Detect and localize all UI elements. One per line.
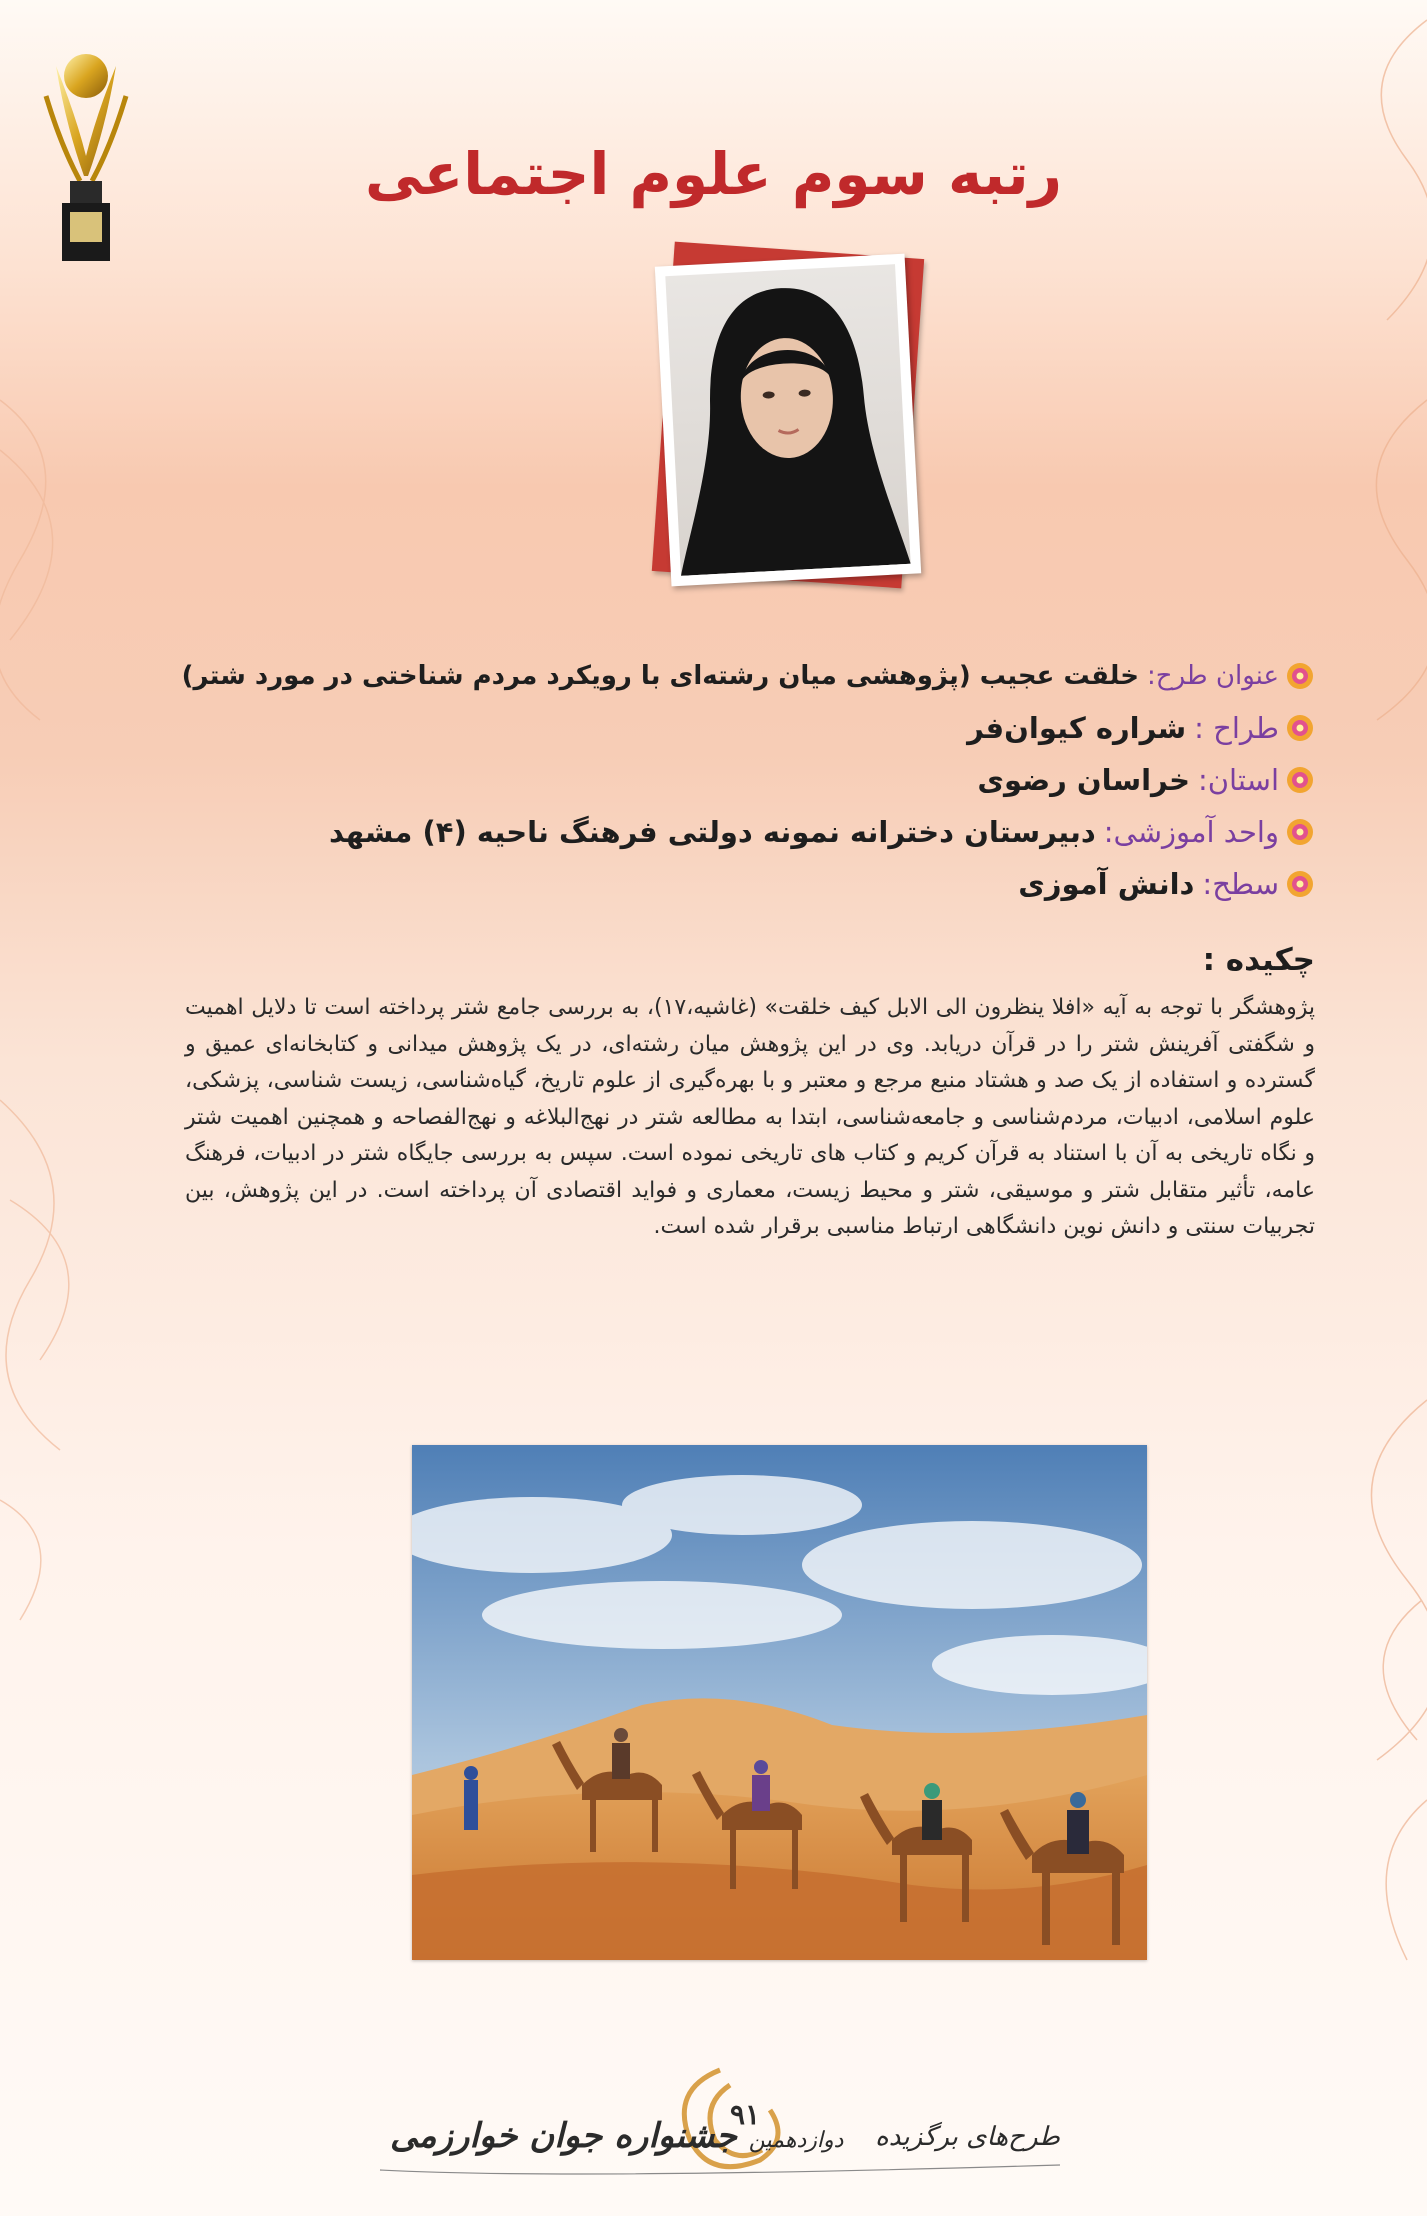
info-value: شراره کیوان‌فر [967, 711, 1187, 745]
info-value: دبیرستان دخترانه نمونه دولتی فرهنگ ناحیه (۴) مشهد [329, 815, 1096, 849]
left-ornament [0, 200, 120, 1700]
portrait-illustration [665, 264, 910, 576]
festival-name: جشنواره جوان خوارزمی [390, 2116, 737, 2156]
info-label: عنوان طرح: [1147, 661, 1279, 691]
page-title: رتبه سوم علوم اجتماعی [365, 140, 1062, 208]
info-designer [115, 702, 1315, 754]
right-ornament [1307, 0, 1427, 2000]
info-value: دانش آموزی [1018, 867, 1195, 901]
camel-caravan-photo [412, 1445, 1147, 1960]
photo-frame [655, 254, 921, 587]
footer-festival [390, 2116, 843, 2156]
info-value: خراسان رضوی [977, 763, 1190, 797]
page-footer [370, 2060, 1070, 2200]
info-label: سطح: [1202, 867, 1279, 901]
page-number: ۹۱ [730, 2098, 761, 2131]
flower-bullet-icon [1285, 869, 1315, 899]
portrait-image [665, 264, 910, 576]
camel-caravan-illustration [412, 1445, 1147, 1960]
info-label: طراح : [1194, 711, 1279, 745]
info-level [115, 858, 1315, 910]
info-project-title [115, 650, 1315, 702]
project-info [115, 650, 1315, 910]
info-label: واحد آموزشی: [1103, 815, 1279, 849]
portrait-photo [645, 250, 935, 590]
flower-bullet-icon [1285, 713, 1315, 743]
info-value: خلقت عجیب (پژوهشی میان رشته‌ای با رویکرد مردم شناختی در مورد شتر) [181, 661, 1140, 691]
info-school [115, 806, 1315, 858]
abstract-text: پژوهشگر با توجه به آیه «افلا ینظرون الی الابل کیف خلقت» (غاشیه،۱۷)، به بررسی جامع شتر پرداخته است تا دلایل اهمیت و شگفتی آفرینش شتر را در قرآن دریابد. وی در این پژوهش میان رشته‌ای، در یک پژوهش میدانی و کتابخانه‌ای عمیق و گسترده و استفاده از یک صد و هشتاد منبع مرجع و معتبر و با بهره‌گیری از علوم تاریخ، گیاه‌شناسی، زیست شناسی، پزشکی، علوم اسلامی، ادبیات، مردم‌شناسی و جامعه‌شناسی، ابتدا به مطالعه شتر در نهج‌البلاغه و نهج‌الفصاحه و همچنین اهمیت شتر و نگاه تاریخی به آن با استناد به قرآن کریم و کتاب های تاریخی نموده است. سپس به بررسی جایگاه شتر در ادبیات، فرهنگ عامه، تأثیر متقابل شتر و موسیقی، شتر و محیط زیست، معماری و فواید اقتصادی آن پرداخته است. در این پژوهش، بین تجربیات سنتی و دانش نوین دانشگاهی ارتباط مناسبی برقرار شده است. [185, 995, 1316, 1239]
footer-series-label: طرح‌های برگزیده [875, 2122, 1060, 2152]
flower-bullet-icon [1285, 661, 1315, 691]
flower-bullet-icon [1285, 765, 1315, 795]
info-label: استان: [1197, 763, 1279, 797]
festival-ordinal: دوازدهمین [748, 2128, 844, 2153]
info-province [115, 754, 1315, 806]
flower-bullet-icon [1285, 817, 1315, 847]
abstract-heading: چکیده : [1202, 942, 1315, 978]
